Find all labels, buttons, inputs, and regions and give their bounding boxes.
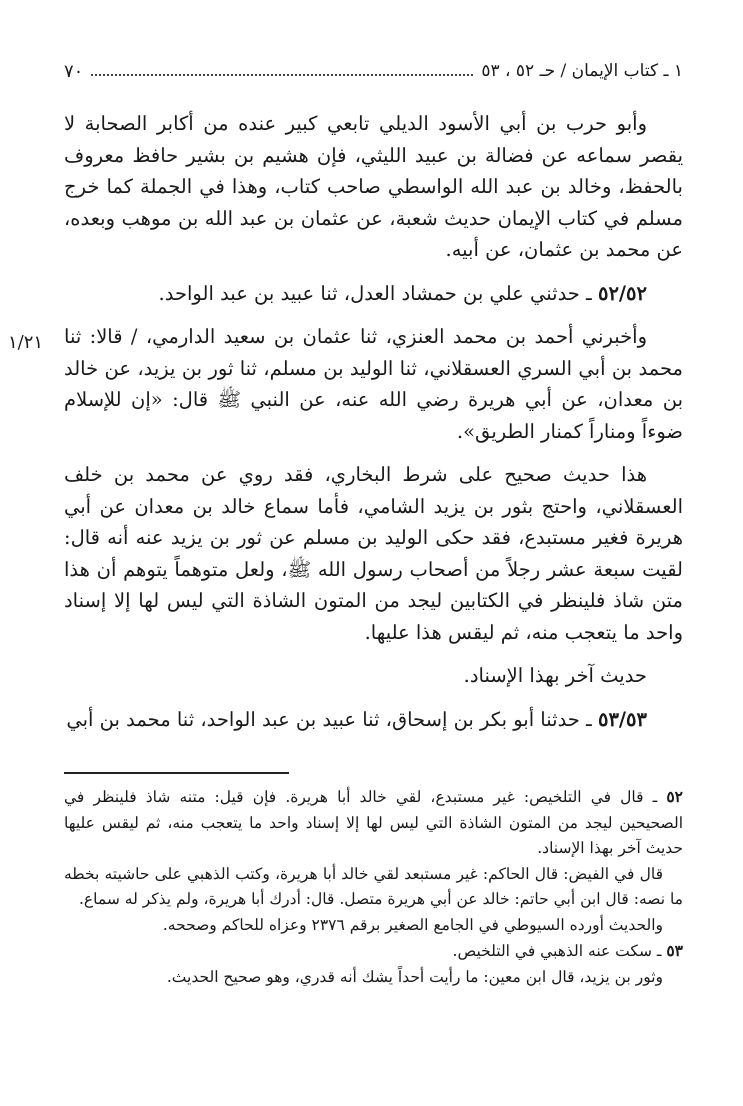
hadith-53-heading: [64, 704, 683, 736]
footnote-52: [64, 784, 683, 862]
hadith-52-heading: [64, 278, 683, 310]
footnote-text: ـ قال في التلخيص: غير مستبدع، لقي خالد أبا هريرة. فإن قيل: متنه شاذ فلينظر في الصحيحين ليجد من المتون الشاذة التي ليس لها إلا إسناد واحد ما يتعجب منه، ثم ليقس عليها حديث آخر بهذا الإسناد.: [64, 788, 683, 857]
paragraph-isnad-matn: وأخبرني أحمد بن محمد العنزي، ثنا عثمان بن سعيد الدارمي، / قالا: ثنا محمد بن أبي السري العسقلاني، ثنا الوليد بن مسلم، ثنا ثور بن يزيد، عن خالد بن معدان، عن أبي هريرة رضي الله عنه، عن النبي ﷺ قال: «إن للإسلام ضوءاً ومناراً كمنار الطريق».: [64, 325, 683, 443]
footnote-53-thawr: وثور بن يزيد، قال ابن معين: ما رأيت أحداً يشك أنه قدري، وهو صحيح الحديث.: [166, 967, 663, 986]
footnote-text: ـ سكت عنه الذهبي في التلخيص.: [452, 942, 667, 960]
hadith-number: ٥٣/٥٣: [597, 707, 647, 731]
footnote-53: [64, 938, 683, 965]
paragraph-another-hadith: حديث آخر بهذا الإسناد.: [463, 664, 647, 687]
leader-dots: [91, 74, 473, 76]
paragraph-grading: هذا حديث صحيح على شرط البخاري، فقد روي عن محمد بن خلف العسقلاني، واحتج بثور بن يزيد الشامي، فأما سماع خالد بن معدان عن أبي هريرة فغير مستبدع، فقد حكى الوليد بن مسلم عن ثور بن يزيد عنه أنه قال: لقيت سبعة عشر رجلاً من أصحاب رسول الله ﷺ، ولعل متوهماً يتوهم أن هذا متن شاذ فلينظر في الكتابين ليجد من المتون الشاذة التي ليس لها إلا إسناد واحد ما يتعجب منه، ثم ليقس هذا عليها.: [64, 463, 683, 644]
margin-reference: ١/٢١: [8, 332, 44, 353]
footnote-divider: [64, 772, 289, 774]
paragraph-commentary-1: وأبو حرب بن أبي الأسود الديلي تابعي كبير عنده من أكابر الصحابة لا يقصر سماعه عن فضالة بن عبيد الليثي، فإن هشيم بن بشير حافظ معروف بالحفظ، وخالد بن عبد الله الواسطي صاحب كتاب، وهذا في الجملة كما خرج مسلم في كتاب الإيمان حديث شعبة، عن عثمان بن عبد الله بن موهب وبعده، عن محمد بن عثمان، عن أبيه.: [64, 112, 683, 261]
footnote-number: ٥٣: [666, 941, 683, 960]
page-number: ٧٠: [64, 60, 84, 82]
footnote-52-faid: قال في الفيض: قال الحاكم: غير مستبعد لقي خالد أبا هريرة، وكتب الذهبي على حاشيته بخطه ما نصه: قال ابن أبي حاتم: خالد عن أبي هريرة متصل. قال: أدرك أبا هريرة، ولم يذكر له سماع.: [64, 864, 683, 908]
hadith-chain: ـ حدثني علي بن حمشاد العدل، ثنا عبيد بن عبد الواحد.: [158, 281, 598, 305]
running-header: [64, 58, 683, 84]
footnotes: [64, 784, 683, 990]
hadith-number: ٥٢/٥٢: [597, 281, 647, 305]
running-title: ١ ـ كتاب الإيمان / حـ ٥٢ ، ٥٣: [481, 61, 683, 81]
footnote-number: ٥٢: [666, 787, 683, 806]
footnote-52-suyuti: والحديث أورده السيوطي في الجامع الصغير برقم ٢٣٧٦ وعزاه للحاكم وصححه.: [162, 915, 663, 934]
hadith-chain: ـ حدثنا أبو بكر بن إسحاق، ثنا عبيد بن عبد الواحد، ثنا محمد بن أبي: [66, 707, 598, 731]
main-text: [64, 108, 683, 735]
